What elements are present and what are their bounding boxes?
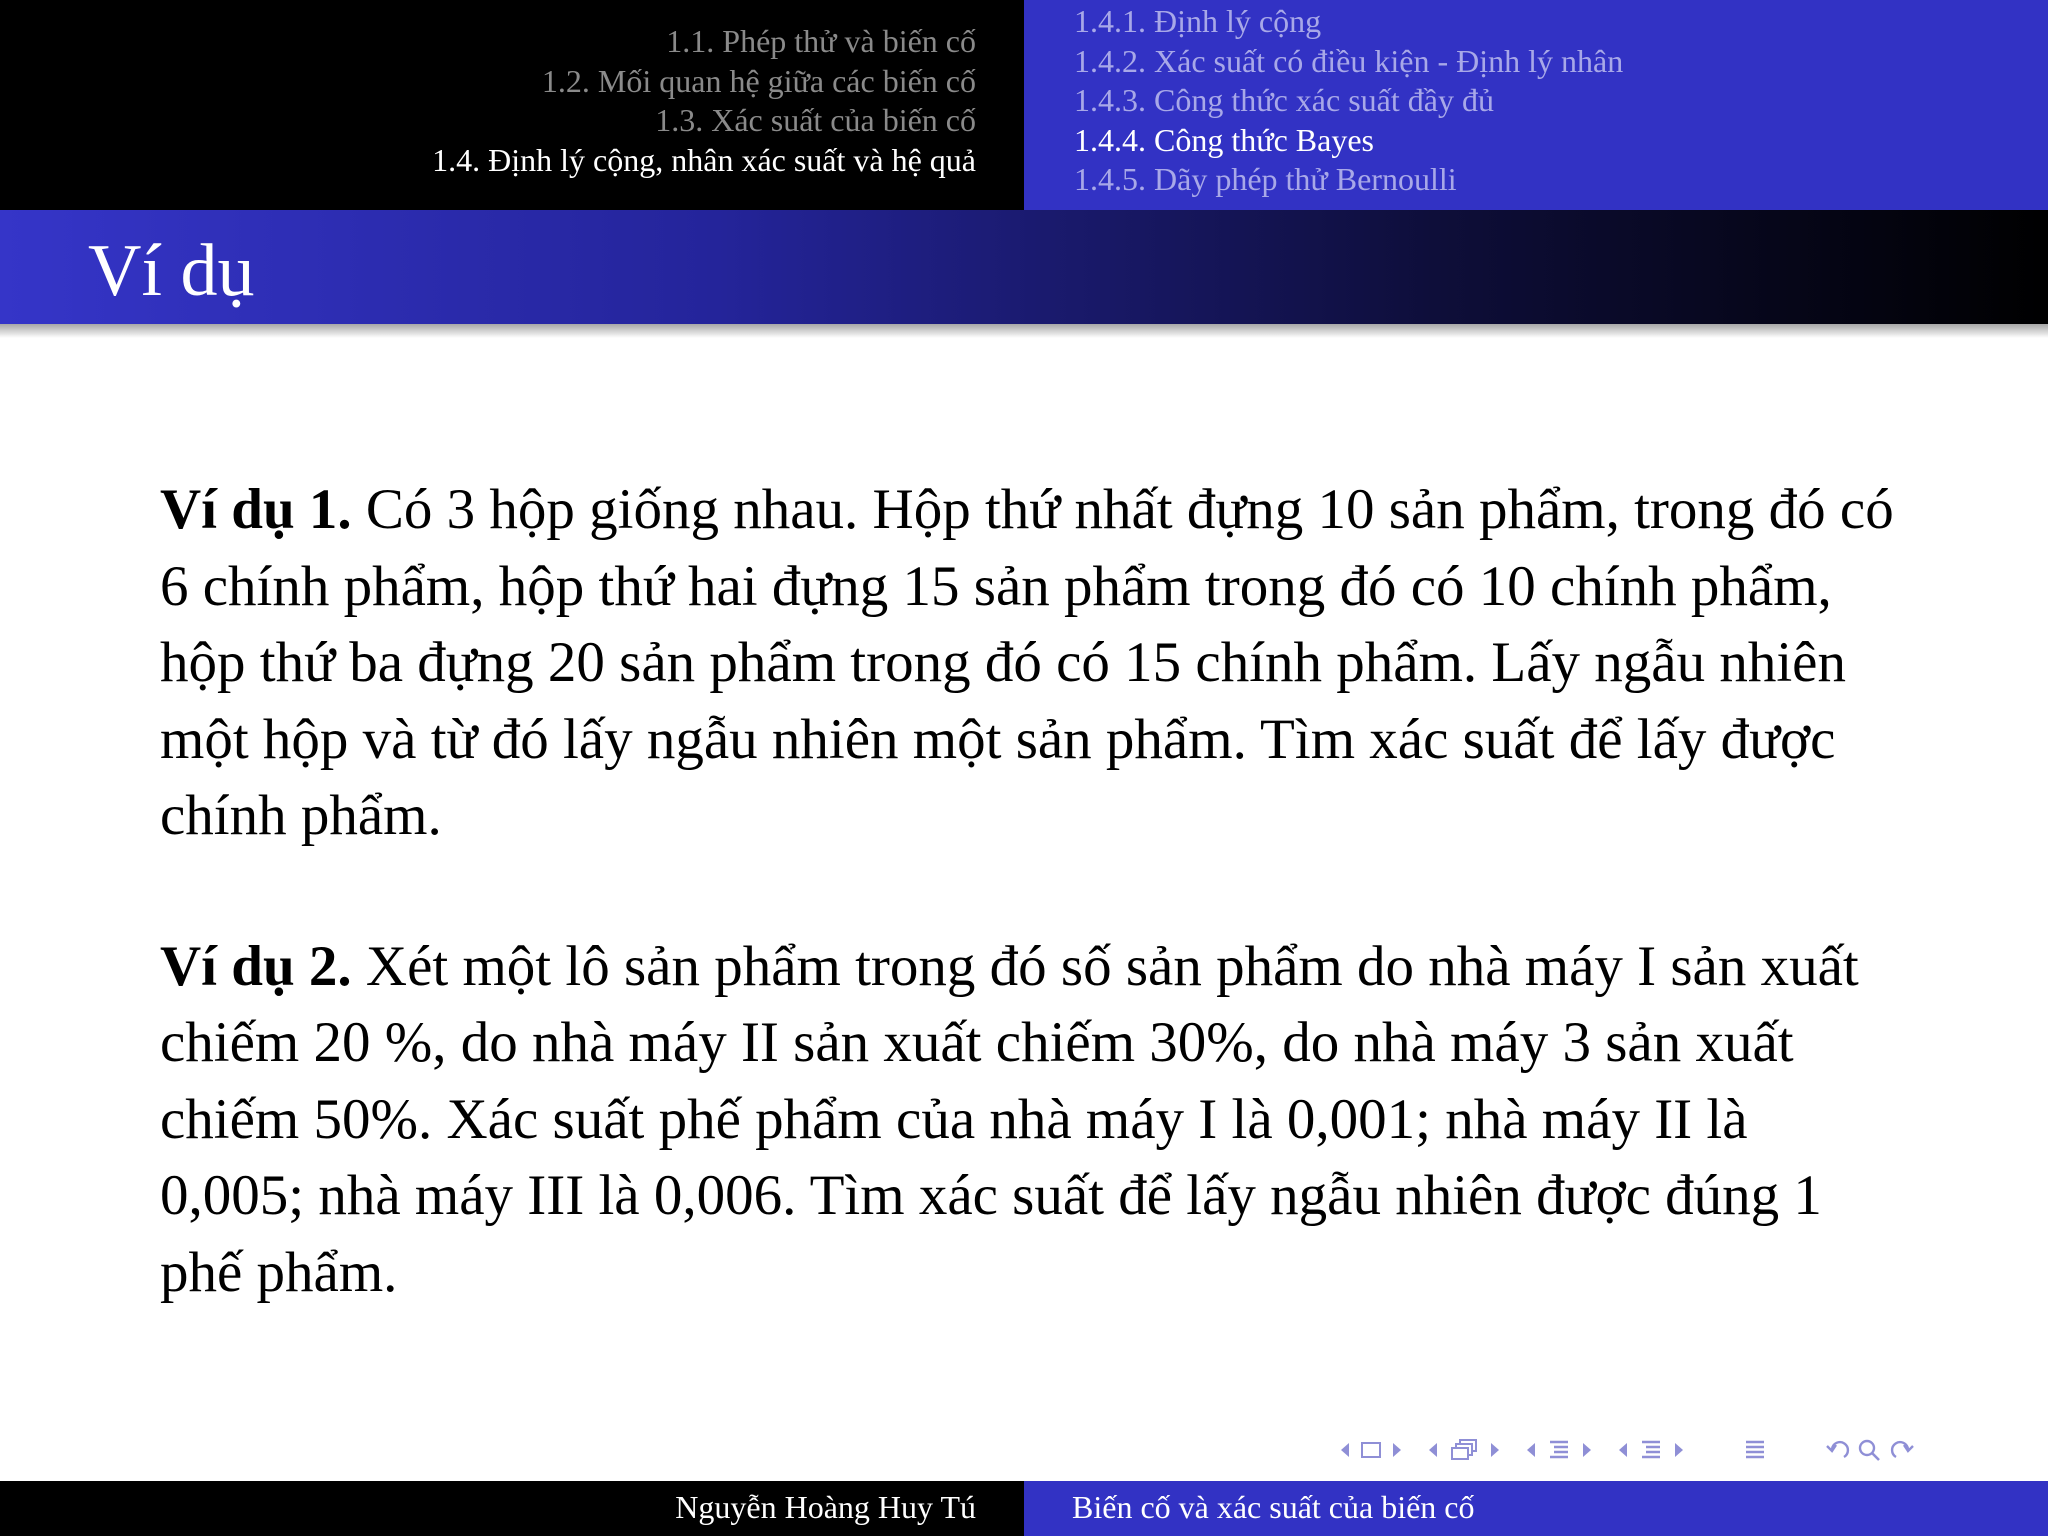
footer-author: Nguyễn Hoàng Huy Tú (675, 1489, 976, 1525)
section-link-1-1[interactable]: 1.1. Phép thử và biến cố (666, 23, 976, 59)
part-icon[interactable] (1638, 1438, 1664, 1462)
subsection-link-1-4-5[interactable]: 1.4.5. Dãy phép thử Bernoulli (1074, 161, 1457, 197)
slide-content (160, 472, 1900, 1311)
section-link-1-4[interactable]: 1.4. Định lý cộng, nhân xác suất và hệ quả (432, 141, 976, 178)
section-link-1-3[interactable]: 1.3. Xác suất của biến cố (655, 102, 976, 138)
subsection-icon[interactable] (1448, 1438, 1480, 1462)
example-1-text: Có 3 hộp giống nhau. Hộp thứ nhất đựng 10 sản phẩm, trong đó có 6 chính phẩm, hộp thứ hai đựng 15 sản phẩm trong đó có 10 chính phẩm, hộp thứ ba đựng 20 sản phẩm trong đó có 15 chính phẩm. Lấy ngẫu nhiên một hộp và từ đó lấy ngẫu nhiên một sản phẩm. Tìm xác suất để lấy được chính phẩm. (160, 478, 1894, 847)
navigation-symbols (1338, 1432, 1916, 1468)
frame-right-arrow-icon[interactable] (1390, 1440, 1404, 1460)
section-left-arrow-icon[interactable] (1616, 1440, 1630, 1460)
search-icon[interactable] (1856, 1437, 1884, 1463)
section-icon[interactable] (1546, 1438, 1572, 1462)
header (0, 0, 2048, 210)
subsection-nav (1024, 0, 2048, 210)
example-1-lead: Ví dụ 1. (160, 478, 352, 541)
section-right-arrow-icon[interactable] (1672, 1440, 1686, 1460)
forward-icon[interactable] (1888, 1437, 1916, 1463)
section-nav (0, 0, 1024, 210)
example-2-text: Xét một lô sản phẩm trong đó số sản phẩm do nhà máy I sản xuất chiếm 20 %, do nhà máy II sản xuất chiếm 30%, do nhà máy 3 sản xuất chiếm 50%. Xác suất phế phẩm của nhà máy I là 0,001; nhà máy II là 0,005; nhà máy III là 0,006. Tìm xác suất để lấy ngẫu nhiên được đúng 1 phế phẩm. (160, 934, 1859, 1304)
section-right-arrow-icon[interactable] (1580, 1440, 1594, 1460)
footer-title-bar (1024, 1481, 2048, 1536)
frame-title: Ví dụ (88, 230, 255, 312)
section-link-1-2[interactable]: 1.2. Mối quan hệ giữa các biến cố (541, 62, 976, 99)
frame-title-bar (0, 210, 2048, 324)
document-icon[interactable] (1742, 1438, 1768, 1462)
example-2 (160, 929, 1900, 1312)
example-1 (160, 472, 1900, 855)
subsection-link-1-4-2[interactable]: 1.4.2. Xác suất có điều kiện - Định lý nhân (1074, 42, 1624, 79)
section-left-arrow-icon[interactable] (1524, 1440, 1538, 1460)
frame-icon[interactable] (1360, 1440, 1382, 1460)
subsection-link-1-4-3[interactable]: 1.4.3. Công thức xác suất đầy đủ (1074, 82, 1494, 118)
section-list (432, 22, 976, 180)
subsection-link-1-4-1[interactable]: 1.4.1. Định lý cộng (1074, 3, 1322, 39)
footer-author-bar (0, 1481, 1024, 1536)
back-icon[interactable] (1824, 1437, 1852, 1463)
subsection-right-arrow-icon[interactable] (1488, 1440, 1502, 1460)
title-bar-shadow (0, 324, 2048, 338)
footer-title: Biến cố và xác suất của biến cố (1072, 1489, 1475, 1525)
subsection-left-arrow-icon[interactable] (1426, 1440, 1440, 1460)
frame-left-arrow-icon[interactable] (1338, 1440, 1352, 1460)
subsection-list (1074, 2, 1623, 200)
subsection-link-1-4-4[interactable]: 1.4.4. Công thức Bayes (1074, 121, 1374, 158)
example-2-lead: Ví dụ 2. (160, 934, 352, 998)
